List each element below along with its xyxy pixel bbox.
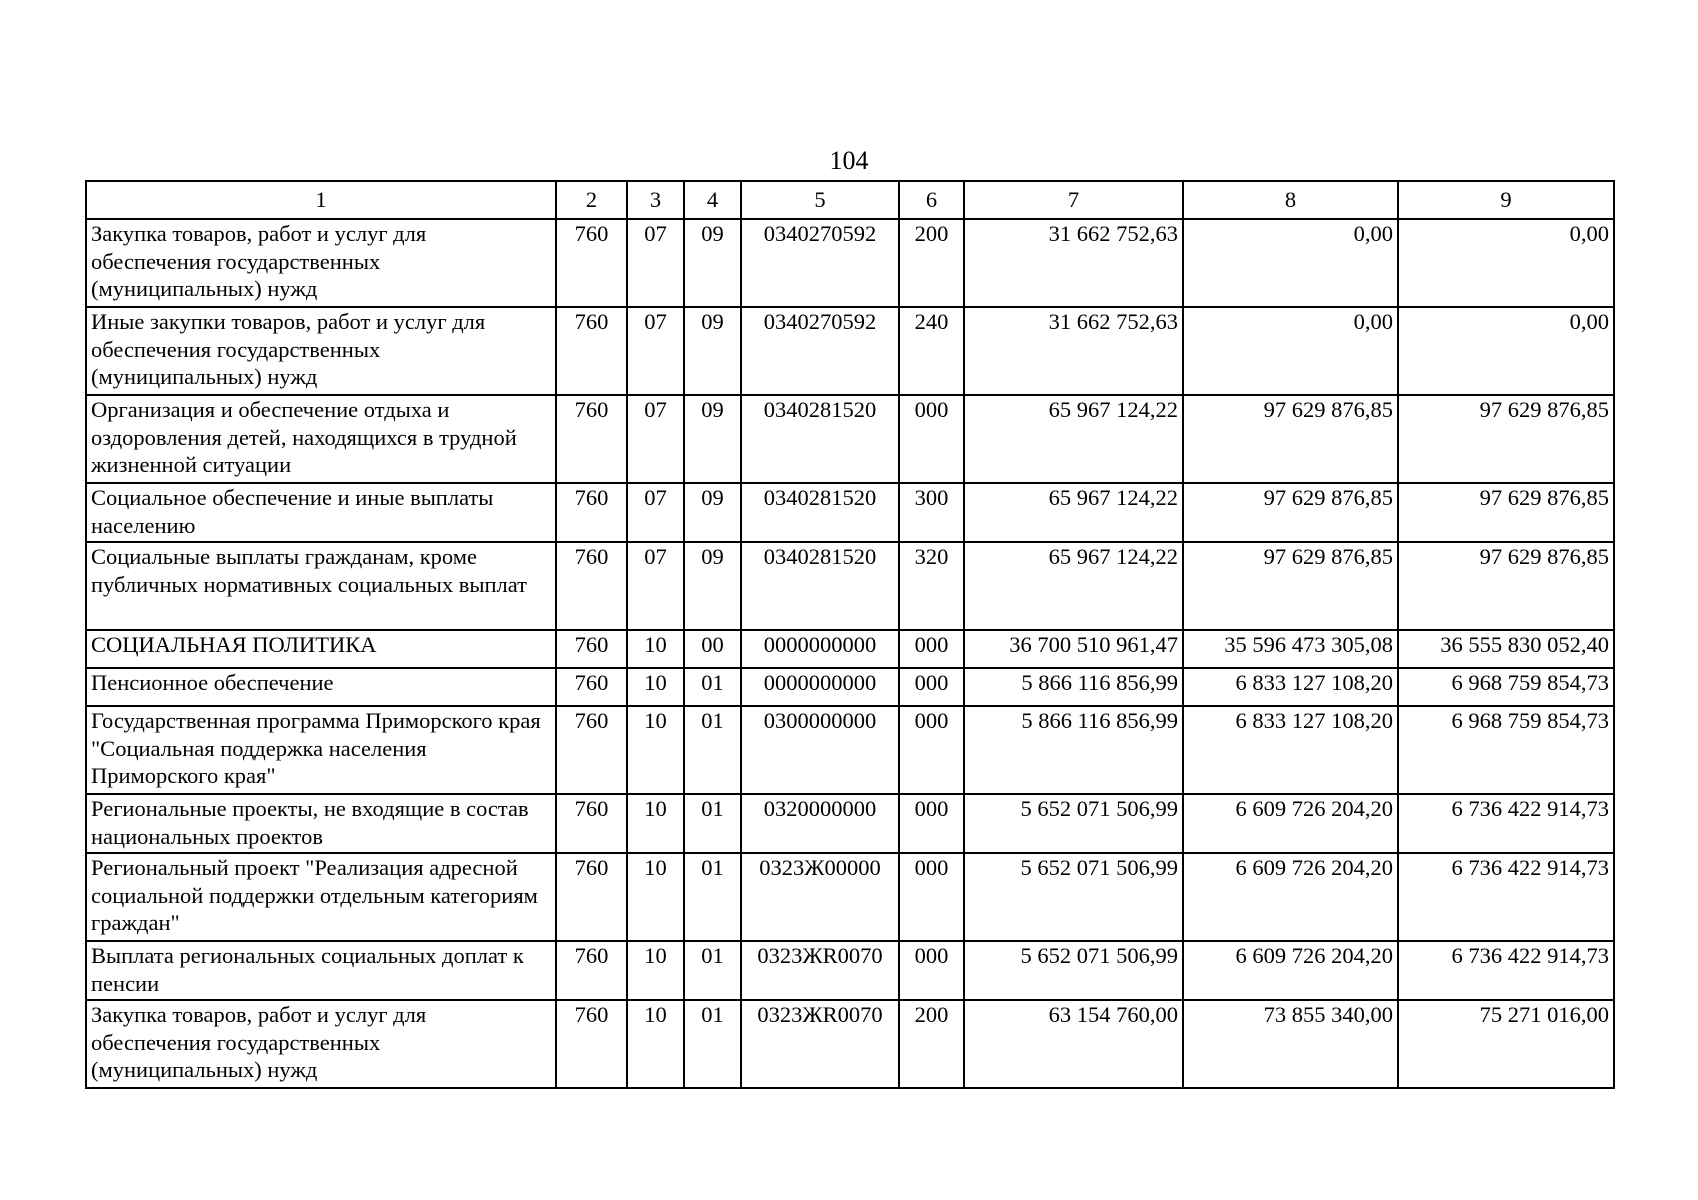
column-header-6: 6 [899, 181, 964, 219]
row-name: Организация и обеспечение отдыха и оздоровления детей, находящихся в трудной жизненной ситуации [86, 395, 556, 483]
amount-col-7: 63 154 760,00 [964, 1000, 1183, 1088]
table-row [86, 630, 1614, 668]
table-row [86, 853, 1614, 941]
row-name: Иные закупки товаров, работ и услуг для обеспечения государственных (муниципальных) нужд [86, 307, 556, 395]
subsection-code: 01 [684, 668, 741, 706]
expense-type-code: 000 [899, 794, 964, 853]
amount-col-9: 97 629 876,85 [1398, 395, 1614, 483]
amount-col-7: 65 967 124,22 [964, 483, 1183, 542]
row-name: Социальные выплаты гражданам, кроме публичных нормативных социальных выплат [86, 542, 556, 630]
admin-code: 760 [556, 307, 627, 395]
table-row [86, 307, 1614, 395]
amount-col-9: 6 736 422 914,73 [1398, 853, 1614, 941]
section-code: 10 [627, 1000, 684, 1088]
subsection-code: 09 [684, 483, 741, 542]
row-name: Закупка товаров, работ и услуг для обеспечения государственных (муниципальных) нужд [86, 219, 556, 307]
target-article-code: 0000000000 [741, 668, 899, 706]
target-article-code: 0340270592 [741, 307, 899, 395]
amount-col-7: 31 662 752,63 [964, 219, 1183, 307]
target-article-code: 0320000000 [741, 794, 899, 853]
subsection-code: 01 [684, 853, 741, 941]
amount-col-7: 5 866 116 856,99 [964, 706, 1183, 794]
amount-col-8: 6 833 127 108,20 [1183, 706, 1398, 794]
subsection-code: 01 [684, 941, 741, 1000]
table-row [86, 219, 1614, 307]
expense-type-code: 200 [899, 219, 964, 307]
admin-code: 760 [556, 941, 627, 1000]
section-code: 07 [627, 219, 684, 307]
amount-col-9: 97 629 876,85 [1398, 542, 1614, 630]
target-article-code: 0340281520 [741, 542, 899, 630]
amount-col-9: 6 968 759 854,73 [1398, 668, 1614, 706]
row-name: Региональный проект "Реализация адресной социальной поддержки отдельным категориям граждан" [86, 853, 556, 941]
amount-col-9: 36 555 830 052,40 [1398, 630, 1614, 668]
expense-type-code: 320 [899, 542, 964, 630]
amount-col-7: 36 700 510 961,47 [964, 630, 1183, 668]
amount-col-7: 65 967 124,22 [964, 542, 1183, 630]
subsection-code: 01 [684, 706, 741, 794]
target-article-code: 0340281520 [741, 395, 899, 483]
subsection-code: 09 [684, 395, 741, 483]
subsection-code: 01 [684, 794, 741, 853]
section-code: 07 [627, 395, 684, 483]
subsection-code: 09 [684, 307, 741, 395]
amount-col-9: 6 968 759 854,73 [1398, 706, 1614, 794]
table-row [86, 542, 1614, 630]
amount-col-8: 6 609 726 204,20 [1183, 941, 1398, 1000]
table-row [86, 794, 1614, 853]
amount-col-9: 6 736 422 914,73 [1398, 941, 1614, 1000]
expense-type-code: 000 [899, 668, 964, 706]
expense-type-code: 200 [899, 1000, 964, 1088]
amount-col-8: 0,00 [1183, 307, 1398, 395]
amount-col-8: 97 629 876,85 [1183, 395, 1398, 483]
admin-code: 760 [556, 706, 627, 794]
table-row [86, 668, 1614, 706]
amount-col-8: 97 629 876,85 [1183, 483, 1398, 542]
amount-col-8: 0,00 [1183, 219, 1398, 307]
target-article-code: 0000000000 [741, 630, 899, 668]
admin-code: 760 [556, 542, 627, 630]
subsection-code: 09 [684, 219, 741, 307]
admin-code: 760 [556, 853, 627, 941]
column-header-4: 4 [684, 181, 741, 219]
amount-col-8: 6 833 127 108,20 [1183, 668, 1398, 706]
budget-table [85, 180, 1615, 1089]
section-code: 10 [627, 794, 684, 853]
amount-col-9: 0,00 [1398, 219, 1614, 307]
row-name: Выплата региональных социальных доплат к пенсии [86, 941, 556, 1000]
row-name: Региональные проекты, не входящие в состав национальных проектов [86, 794, 556, 853]
expense-type-code: 000 [899, 853, 964, 941]
expense-type-code: 000 [899, 395, 964, 483]
table-row [86, 706, 1614, 794]
admin-code: 760 [556, 219, 627, 307]
section-code: 07 [627, 483, 684, 542]
table-row [86, 483, 1614, 542]
section-code: 10 [627, 706, 684, 794]
section-code: 07 [627, 542, 684, 630]
amount-col-7: 5 652 071 506,99 [964, 853, 1183, 941]
column-header-7: 7 [964, 181, 1183, 219]
admin-code: 760 [556, 483, 627, 542]
amount-col-9: 75 271 016,00 [1398, 1000, 1614, 1088]
column-header-8: 8 [1183, 181, 1398, 219]
column-header-3: 3 [627, 181, 684, 219]
target-article-code: 0323Ж00000 [741, 853, 899, 941]
amount-col-7: 31 662 752,63 [964, 307, 1183, 395]
column-header-1: 1 [86, 181, 556, 219]
page-number: 104 [829, 146, 869, 175]
column-header-5: 5 [741, 181, 899, 219]
table-row [86, 941, 1614, 1000]
row-name: Закупка товаров, работ и услуг для обеспечения государственных (муниципальных) нужд [86, 1000, 556, 1088]
column-header-2: 2 [556, 181, 627, 219]
admin-code: 760 [556, 1000, 627, 1088]
target-article-code: 0340270592 [741, 219, 899, 307]
admin-code: 760 [556, 668, 627, 706]
expense-type-code: 240 [899, 307, 964, 395]
table-row [86, 1000, 1614, 1088]
amount-col-8: 6 609 726 204,20 [1183, 794, 1398, 853]
amount-col-8: 73 855 340,00 [1183, 1000, 1398, 1088]
section-code: 10 [627, 668, 684, 706]
amount-col-8: 6 609 726 204,20 [1183, 853, 1398, 941]
subsection-code: 00 [684, 630, 741, 668]
amount-col-8: 35 596 473 305,08 [1183, 630, 1398, 668]
admin-code: 760 [556, 395, 627, 483]
admin-code: 760 [556, 630, 627, 668]
table-row [86, 395, 1614, 483]
subsection-code: 01 [684, 1000, 741, 1088]
column-header-9: 9 [1398, 181, 1614, 219]
table-header-row [86, 181, 1614, 219]
amount-col-9: 6 736 422 914,73 [1398, 794, 1614, 853]
amount-col-7: 65 967 124,22 [964, 395, 1183, 483]
target-article-code: 0323ЖR0070 [741, 1000, 899, 1088]
row-name: Социальное обеспечение и иные выплаты населению [86, 483, 556, 542]
expense-type-code: 300 [899, 483, 964, 542]
section-code: 07 [627, 307, 684, 395]
expense-type-code: 000 [899, 706, 964, 794]
row-name: СОЦИАЛЬНАЯ ПОЛИТИКА [86, 630, 556, 668]
section-code: 10 [627, 941, 684, 1000]
amount-col-9: 97 629 876,85 [1398, 483, 1614, 542]
amount-col-8: 97 629 876,85 [1183, 542, 1398, 630]
section-code: 10 [627, 630, 684, 668]
row-name: Государственная программа Приморского края "Социальная поддержка населения Приморского края" [86, 706, 556, 794]
amount-col-7: 5 652 071 506,99 [964, 794, 1183, 853]
target-article-code: 0340281520 [741, 483, 899, 542]
amount-col-9: 0,00 [1398, 307, 1614, 395]
target-article-code: 0300000000 [741, 706, 899, 794]
amount-col-7: 5 866 116 856,99 [964, 668, 1183, 706]
expense-type-code: 000 [899, 630, 964, 668]
subsection-code: 09 [684, 542, 741, 630]
target-article-code: 0323ЖR0070 [741, 941, 899, 1000]
row-name: Пенсионное обеспечение [86, 668, 556, 706]
expense-type-code: 000 [899, 941, 964, 1000]
section-code: 10 [627, 853, 684, 941]
amount-col-7: 5 652 071 506,99 [964, 941, 1183, 1000]
admin-code: 760 [556, 794, 627, 853]
